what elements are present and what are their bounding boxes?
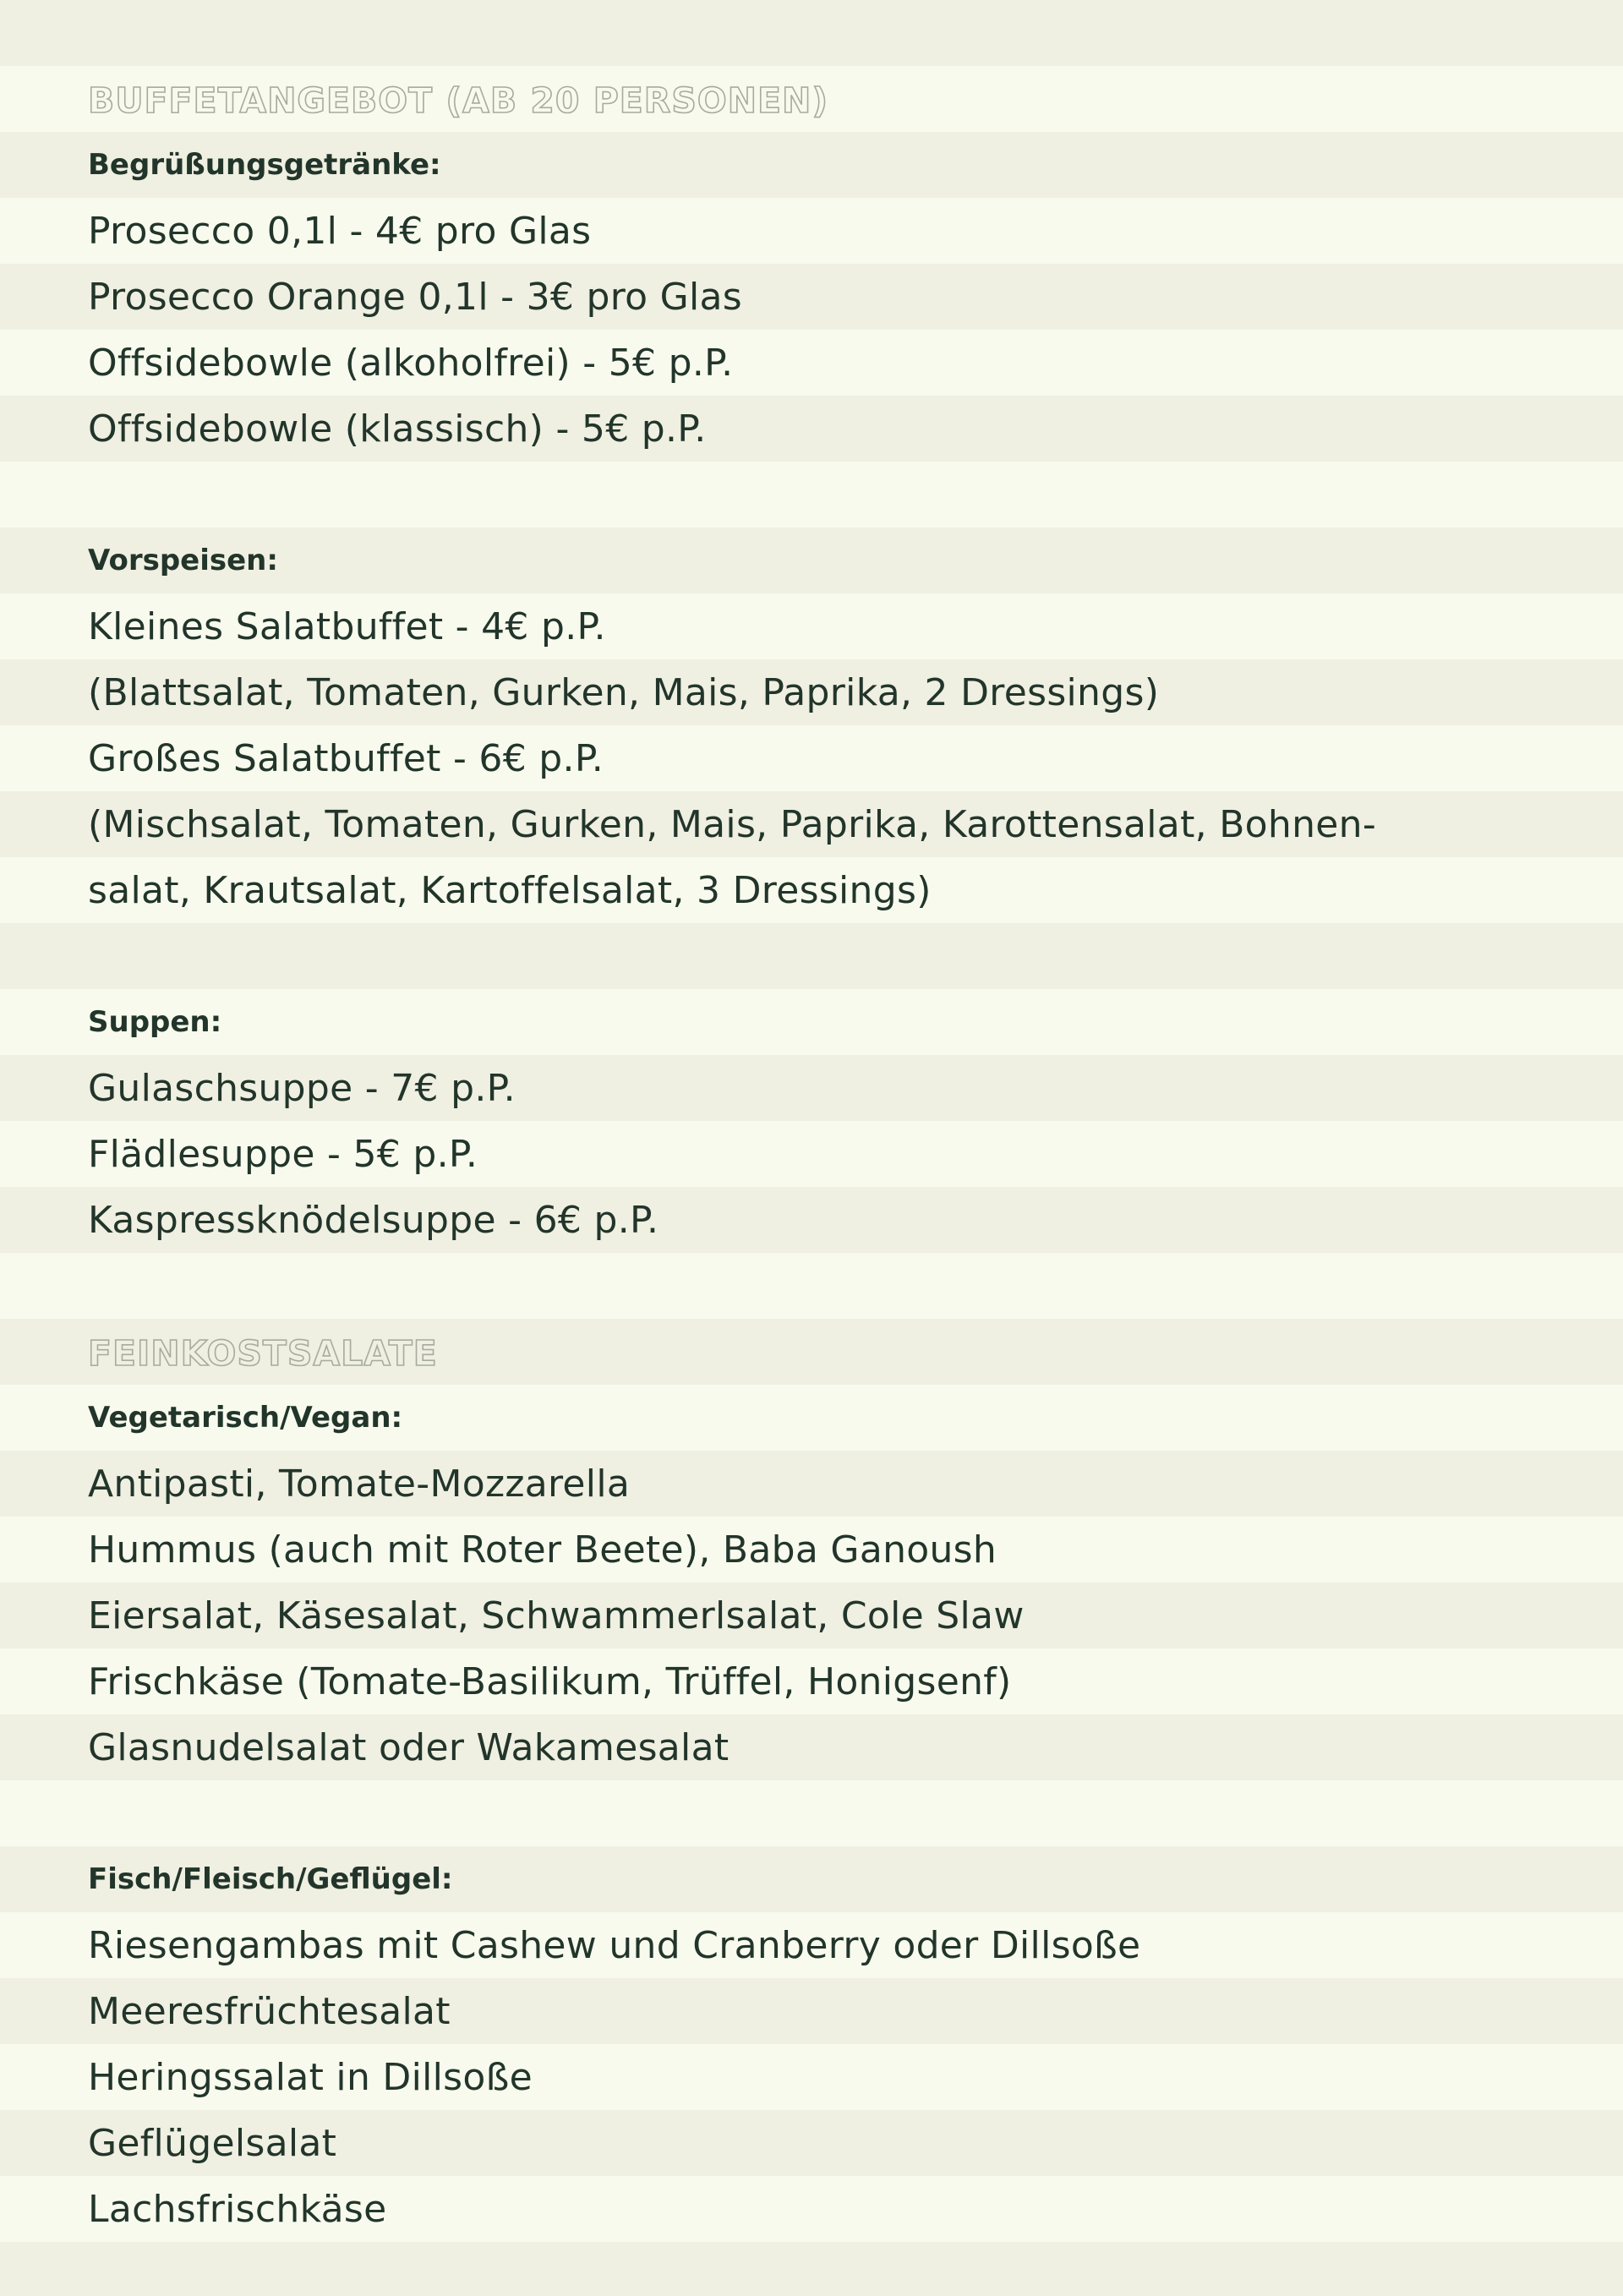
menu-item: Gulaschsuppe - 7€ p.P. bbox=[88, 1066, 516, 1110]
menu-item: Kaspressknödelsuppe - 6€ p.P. bbox=[88, 1198, 659, 1242]
menu-item: Glasnudelsalat oder Wakamesalat bbox=[88, 1725, 730, 1769]
menu-item: Kleines Salatbuffet - 4€ p.P. bbox=[88, 604, 606, 648]
group-label-vegetarisch-vegan: Vegetarisch/Vegan: bbox=[88, 1401, 403, 1435]
group-label-fisch-fleisch-gefluegel: Fisch/Fleisch/Geflügel: bbox=[88, 1862, 453, 1896]
menu-item: Offsidebowle (klassisch) - 5€ p.P. bbox=[88, 407, 707, 451]
group-label-suppen: Suppen: bbox=[88, 1005, 222, 1039]
menu-item: Hummus (auch mit Roter Beete), Baba Ganoush bbox=[88, 1528, 997, 1572]
group-label-begruessungsgetraenke: Begrüßungsgetränke: bbox=[88, 148, 441, 182]
spacer-row bbox=[0, 462, 1623, 528]
spacer-row bbox=[0, 1253, 1623, 1319]
section-heading-feinkostsalate: FEINKOSTSALATE bbox=[88, 1333, 438, 1374]
menu-item: Prosecco 0,1l - 4€ pro Glas bbox=[88, 209, 592, 253]
menu-item: Eiersalat, Käsesalat, Schwammerlsalat, Cole Slaw bbox=[88, 1594, 1025, 1637]
menu-item: Flädlesuppe - 5€ p.P. bbox=[88, 1132, 478, 1176]
group-label-vorspeisen: Vorspeisen: bbox=[88, 544, 278, 577]
menu-item: Riesengambas mit Cashew und Cranberry oder Dillsoße bbox=[88, 1923, 1141, 1967]
menu-item: Frischkäse (Tomate-Basilikum, Trüffel, Honigsenf) bbox=[88, 1659, 1012, 1703]
menu-item-description: (Mischsalat, Tomaten, Gurken, Mais, Paprika, Karottensalat, Bohnen- bbox=[88, 802, 1377, 846]
menu-item: Geflügelsalat bbox=[88, 2121, 337, 2165]
menu-item: Prosecco Orange 0,1l - 3€ pro Glas bbox=[88, 275, 743, 319]
spacer-row bbox=[0, 923, 1623, 989]
buffet-menu bbox=[0, 66, 1623, 2242]
menu-item: Meeresfrüchtesalat bbox=[88, 1989, 451, 2033]
spacer-row bbox=[0, 1780, 1623, 1846]
menu-item-description: salat, Krautsalat, Kartoffelsalat, 3 Dressings) bbox=[88, 868, 932, 912]
menu-item: Großes Salatbuffet - 6€ p.P. bbox=[88, 736, 604, 780]
menu-item: Heringssalat in Dillsoße bbox=[88, 2055, 533, 2099]
menu-item: Lachsfrischkäse bbox=[88, 2187, 387, 2231]
menu-item: Offsidebowle (alkoholfrei) - 5€ p.P. bbox=[88, 341, 734, 385]
menu-item: Antipasti, Tomate-Mozzarella bbox=[88, 1462, 631, 1506]
section-heading-buffetangebot: BUFFETANGEBOT (AB 20 PERSONEN) bbox=[88, 80, 829, 121]
menu-item-description: (Blattsalat, Tomaten, Gurken, Mais, Paprika, 2 Dressings) bbox=[88, 670, 1160, 714]
